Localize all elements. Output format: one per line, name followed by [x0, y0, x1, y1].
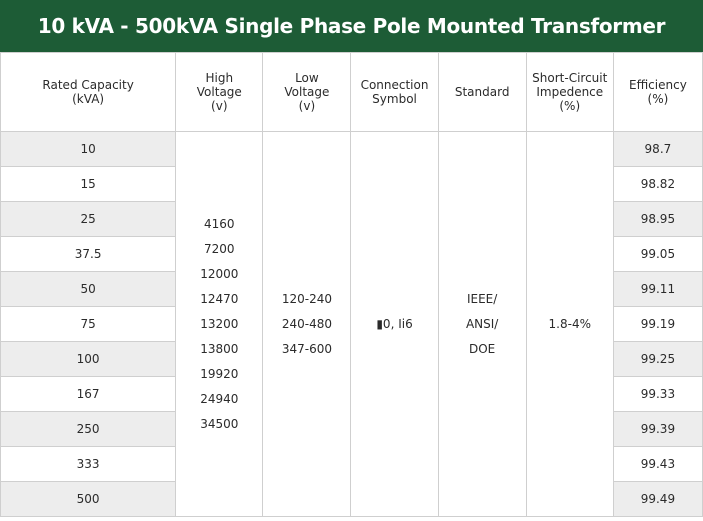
capacity-cell: 37.5: [1, 237, 176, 272]
connection-symbol-cell: ▮0, Ii6: [351, 132, 438, 517]
efficiency-cell: 98.82: [613, 167, 702, 202]
standard-cell: [438, 132, 526, 517]
header-low-voltage-line: Voltage: [284, 85, 330, 99]
header-low-voltage: [263, 53, 351, 132]
short-circuit-cell: 1.8-4%: [526, 132, 613, 517]
efficiency-cell: 98.7: [613, 132, 702, 167]
header-low-voltage-line: Low: [295, 71, 319, 85]
efficiency-cell: 99.19: [613, 307, 702, 342]
standard-value: ANSI/: [465, 316, 499, 331]
high-voltage-value: 34500: [200, 416, 239, 431]
header-standard-line: Standard: [454, 85, 510, 99]
capacity-cell: 333: [1, 447, 176, 482]
header-connection-line: Connection: [360, 78, 429, 92]
header-connection-symbol: [351, 53, 438, 132]
header-short-circuit: [526, 53, 613, 132]
efficiency-cell: 99.05: [613, 237, 702, 272]
efficiency-cell: 99.11: [613, 272, 702, 307]
table-row: [1, 132, 703, 167]
capacity-cell: 50: [1, 272, 176, 307]
header-efficiency: [613, 53, 702, 132]
capacity-cell: 250: [1, 412, 176, 447]
low-voltage-cell: [263, 132, 351, 517]
high-voltage-cell: [176, 132, 263, 517]
efficiency-cell: 99.33: [613, 377, 702, 412]
capacity-cell: 500: [1, 482, 176, 517]
header-short-circuit-line: Impedence: [536, 85, 604, 99]
header-capacity-line: (kVA): [72, 92, 105, 106]
header-row: [1, 53, 703, 132]
header-low-voltage-line: (v): [298, 99, 316, 113]
efficiency-cell: 99.39: [613, 412, 702, 447]
header-high-voltage: [176, 53, 263, 132]
capacity-cell: 100: [1, 342, 176, 377]
capacity-cell: 10: [1, 132, 176, 167]
high-voltage-value: 24940: [200, 391, 239, 406]
high-voltage-value: 7200: [204, 241, 235, 256]
standard-value: IEEE/: [466, 291, 498, 306]
capacity-cell: 25: [1, 202, 176, 237]
header-high-voltage-line: (v): [211, 99, 228, 113]
capacity-cell: 15: [1, 167, 176, 202]
spec-table: [0, 52, 703, 517]
high-voltage-value: 4160: [204, 216, 235, 231]
table-title: 10 kVA - 500kVA Single Phase Pole Mounted Transformer: [0, 0, 703, 52]
efficiency-cell: 99.49: [613, 482, 702, 517]
high-voltage-value: 13200: [200, 316, 239, 331]
high-voltage-value: 13800: [200, 341, 239, 356]
low-voltage-value: 240-480: [281, 316, 332, 331]
efficiency-cell: 98.95: [613, 202, 702, 237]
header-short-circuit-line: (%): [559, 99, 581, 113]
capacity-cell: 75: [1, 307, 176, 342]
header-capacity-line: Rated Capacity: [42, 78, 134, 92]
header-capacity: [1, 53, 176, 132]
header-efficiency-line: Efficiency: [629, 78, 687, 92]
standard-value: DOE: [469, 341, 496, 356]
low-voltage-value: 120-240: [281, 291, 332, 306]
high-voltage-value: 12000: [200, 266, 239, 281]
efficiency-cell: 99.43: [613, 447, 702, 482]
header-efficiency-line: (%): [647, 92, 669, 106]
capacity-cell: 167: [1, 377, 176, 412]
efficiency-cell: 99.25: [613, 342, 702, 377]
high-voltage-value: 19920: [200, 366, 239, 381]
header-short-circuit-line: Short-Circuit: [532, 71, 608, 85]
high-voltage-value: 12470: [200, 291, 239, 306]
header-high-voltage-line: Voltage: [196, 85, 242, 99]
header-high-voltage-line: High: [205, 71, 234, 85]
header-standard: [438, 53, 526, 132]
low-voltage-value: 347-600: [281, 341, 332, 356]
header-connection-line: Symbol: [372, 92, 417, 106]
